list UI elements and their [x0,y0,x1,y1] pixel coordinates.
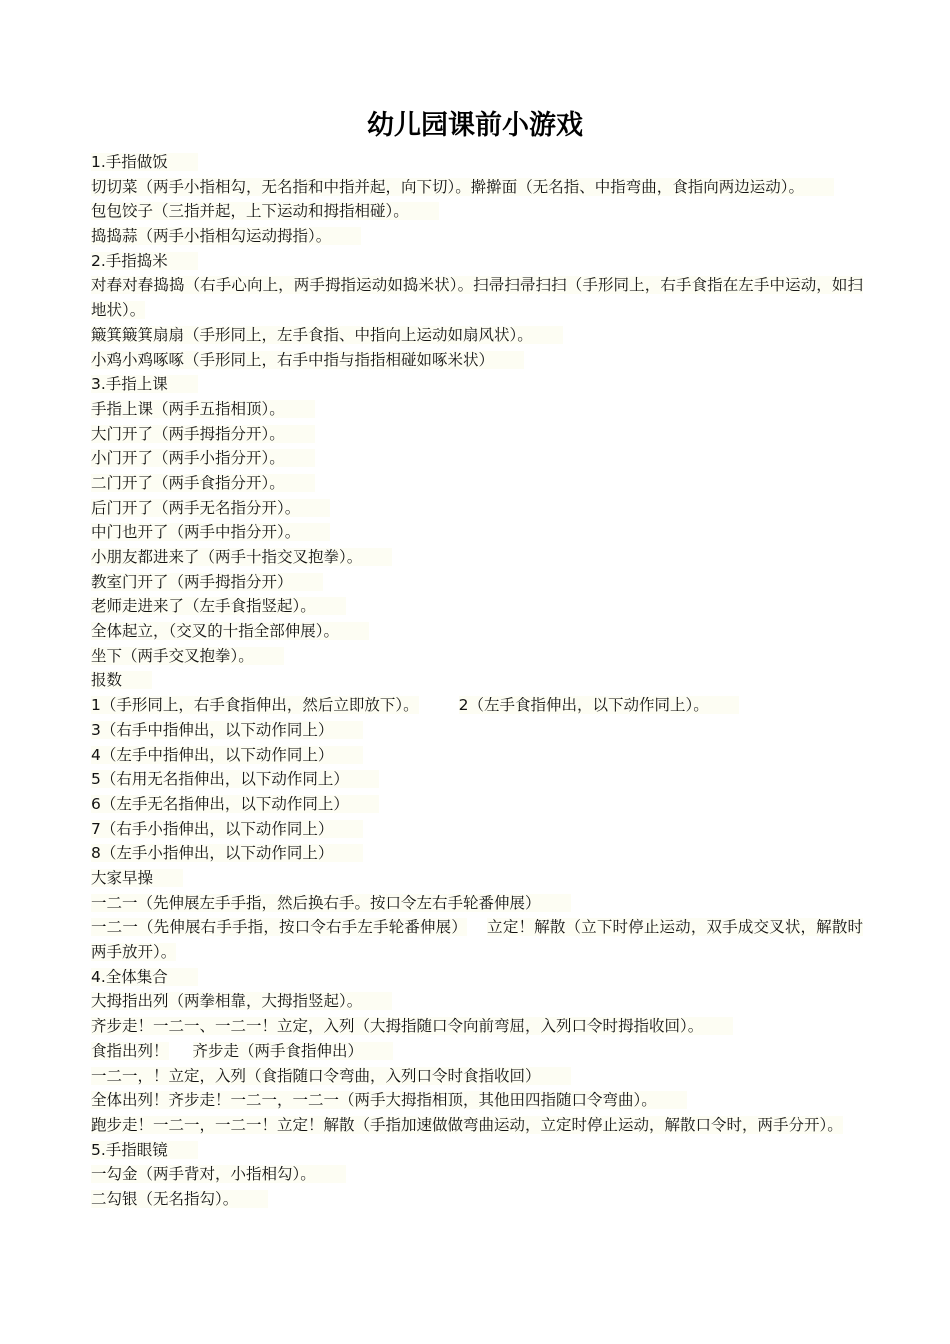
text-line: 包包饺子（三指并起，上下运动和拇指相碰）。 [91,199,863,224]
text-line: 一二一（先伸展右手手指，按口令右手左手轮番伸展） 立定！解散（立下时停止运动，双手成交叉状，解散时两手放开）。 [91,918,863,962]
text-line: 切切菜（两手小指相勾，无名指和中指并起，向下切）。擀擀面（无名指、中指弯曲，食指向两边运动）。 [91,175,863,200]
text-line: 小鸡小鸡啄啄（手形同上，右手中指与指指相碰如啄米状） [91,348,863,373]
text-line: 簸箕簸箕扇扇（手形同上，左手食指、中指向上运动如扇风状）。 [91,323,863,348]
text-line: 7（右手小指伸出，以下动作同上） [91,817,863,842]
section-heading: 2.手指捣米 [91,249,863,274]
text-line: 一二一（先伸展左手手指，然后换右手。按口令左右手轮番伸展） [91,891,863,916]
text-line: 5（右用无名指伸出，以下动作同上） [91,767,863,792]
section-heading: 5.手指眼镜 [91,1138,863,1163]
text-line: 一勾金（两手背对，小指相勾）。 [91,1162,863,1187]
text-line: 6（左手无名指伸出，以下动作同上） [91,792,863,817]
section-heading: 报数 [91,668,863,693]
text-line: 大拇指出列（两拳相靠，大拇指竖起）。 [91,989,863,1014]
section-heading: 大家早操 [91,866,863,891]
text-line: 跑步走！一二一，一二一！立定！解散（手指加速做做弯曲运动，立定时停止运动，解散口令时，两手分开）。 [91,1115,843,1134]
text-line: 小门开了（两手小指分开）。 [91,446,863,471]
text-line: 全体起立，（交叉的十指全部伸展）。 [91,619,863,644]
text-line: 对春对春捣捣（右手心向上，两手拇指运动如捣米状）。扫帚扫帚扫扫（手形同上，右手食指在左手中运动，如扫地状）。 [91,276,863,320]
text-line: 食指出列！ 齐步走（两手食指伸出） [91,1039,863,1064]
text-line: 1（手形同上，右手食指伸出，然后立即放下）。 2（左手食指伸出，以下动作同上）。 [91,693,863,718]
document-body [91,150,863,1212]
text-line: 二门开了（两手食指分开）。 [91,471,863,496]
text-line: 全体出列！齐步走！一二一，一二一（两手大拇指相顶，其他田四指随口令弯曲）。 [91,1088,863,1113]
text-line: 大门开了（两手拇指分开）。 [91,422,863,447]
text-line: 齐步走！一二一、一二一！立定，入列（大拇指随口令向前弯屈，入列口令时拇指收回）。 [91,1014,863,1039]
text-line: 老师走进来了（左手食指竖起）。 [91,594,863,619]
text-line: 3（右手中指伸出，以下动作同上） [91,718,863,743]
page-title: 幼儿园课前小游戏 [367,110,583,141]
text-line: 4（左手中指伸出，以下动作同上） [91,743,863,768]
text-line: 中门也开了（两手中指分开）。 [91,520,863,545]
section-heading: 3.手指上课 [91,372,863,397]
text-line: 手指上课（两手五指相顶）。 [91,397,863,422]
text-line: 二勾银（无名指勾）。 [91,1187,863,1212]
text-line: 小朋友都进来了（两手十指交叉抱拳）。 [91,545,863,570]
section-heading: 1.手指做饭 [91,150,863,175]
text-line: 8（左手小指伸出，以下动作同上） [91,841,863,866]
text-line: 后门开了（两手无名指分开）。 [91,496,863,521]
text-line: 捣捣蒜（两手小指相勾运动拇指）。 [91,224,863,249]
section-heading: 4.全体集合 [91,965,863,990]
text-line: 一二一，！立定，入列（食指随口令弯曲，入列口令时食指收回） [91,1064,863,1089]
text-line: 坐下（两手交叉抱拳）。 [91,644,863,669]
text-line: 教室门开了（两手拇指分开） [91,570,863,595]
